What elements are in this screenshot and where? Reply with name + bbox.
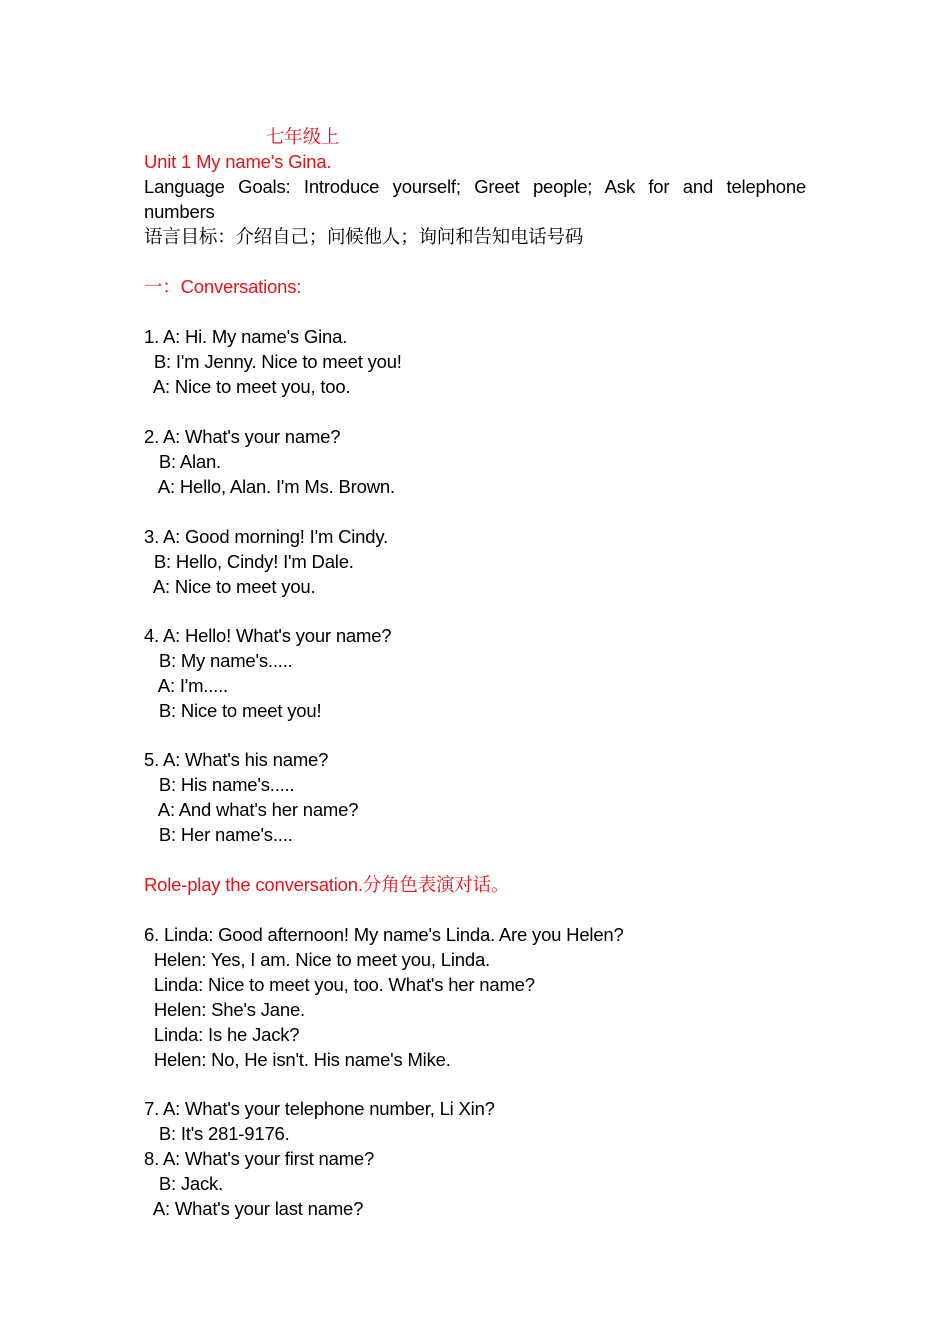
conversation-line: A: Hello, Alan. I'm Ms. Brown. bbox=[144, 476, 395, 497]
conversation-line: B: Hello, Cindy! I'm Dale. bbox=[144, 551, 354, 572]
conversation-line: B: Alan. bbox=[144, 451, 221, 472]
roleplay-heading: Role-play the conversation.分角色表演对话。 bbox=[144, 874, 510, 895]
conversation-line: Linda: Nice to meet you, too. What's her name? bbox=[144, 974, 535, 995]
language-goals-chinese: 语言目标：介绍自己；问候他人；询问和告知电话号码 bbox=[144, 226, 584, 247]
conversation-line: A: I'm..... bbox=[144, 675, 229, 696]
grade-heading: 七年级上 bbox=[266, 126, 340, 147]
conversation-line: A: Nice to meet you. bbox=[144, 576, 316, 597]
conversation-line: 3. A: Good morning! I'm Cindy. bbox=[144, 526, 388, 547]
conversation-line: 5. A: What's his name? bbox=[144, 749, 329, 770]
conversation-line: 1. A: Hi. My name's Gina. bbox=[144, 326, 348, 347]
conversation-line: B: His name's..... bbox=[144, 774, 295, 795]
conversation-line: 2. A: What's your name? bbox=[144, 426, 341, 447]
conversation-line: B: My name's..... bbox=[144, 650, 293, 671]
unit-title: Unit 1 My name's Gina. bbox=[144, 151, 332, 172]
language-goals-continued: numbers bbox=[144, 201, 215, 222]
conversation-line: 8. A: What's your first name? bbox=[144, 1148, 375, 1169]
conversation-line: A: What's your last name? bbox=[144, 1198, 364, 1219]
conversation-line: 7. A: What's your telephone number, Li Xin? bbox=[144, 1098, 495, 1119]
conversation-line: 4. A: Hello! What's your name? bbox=[144, 625, 392, 646]
conversation-line: B: Nice to meet you! bbox=[144, 700, 322, 721]
conversation-line: B: I'm Jenny. Nice to meet you! bbox=[144, 351, 402, 372]
conversation-line: Helen: Yes, I am. Nice to meet you, Linda. bbox=[144, 949, 490, 970]
conversation-line: 6. Linda: Good afternoon! My name's Linda. Are you Helen? bbox=[144, 924, 624, 945]
section-heading: 一：Conversations: bbox=[144, 276, 302, 297]
language-goals: Language Goals: Introduce yourself; Greet people; Ask for and telephone bbox=[144, 176, 806, 197]
conversation-line: Linda: Is he Jack? bbox=[144, 1024, 300, 1045]
conversation-line: Helen: She's Jane. bbox=[144, 999, 305, 1020]
conversation-line: B: Jack. bbox=[144, 1173, 224, 1194]
conversation-line: Helen: No, He isn't. His name's Mike. bbox=[144, 1049, 451, 1070]
conversation-line: A: Nice to meet you, too. bbox=[144, 376, 351, 397]
conversation-line: A: And what's her name? bbox=[144, 799, 359, 820]
conversation-line: B: It's 281-9176. bbox=[144, 1123, 290, 1144]
conversation-line: B: Her name's.... bbox=[144, 824, 293, 845]
